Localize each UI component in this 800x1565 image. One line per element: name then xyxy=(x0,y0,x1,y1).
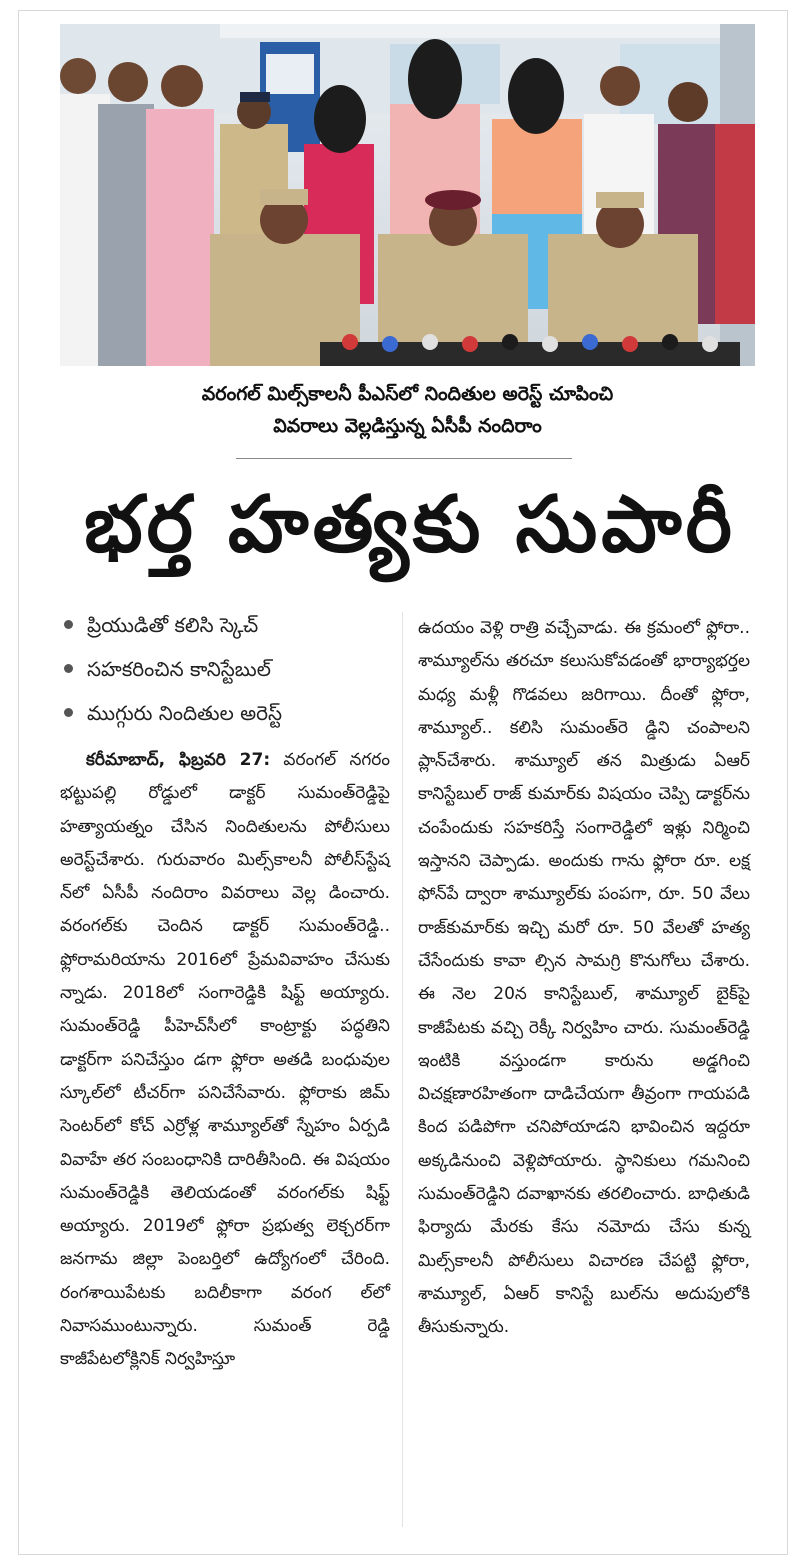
caption-divider xyxy=(236,458,572,459)
article-column-right xyxy=(418,612,750,1345)
highlight-bullets xyxy=(60,603,400,735)
bullet-dot-icon xyxy=(64,664,73,673)
police-press-meet-image xyxy=(60,24,755,366)
bullet-text: ప్రియుడితో కలిసి స్కెచ్ xyxy=(87,613,259,637)
caption-line-2: వివరాలు వెల్లడిస్తున్న ఏసీపీ నందిరాం xyxy=(273,415,542,437)
bullet-item xyxy=(60,691,400,735)
column-divider xyxy=(402,612,403,1527)
bullet-dot-icon xyxy=(64,620,73,629)
bullet-item xyxy=(60,603,400,647)
bullet-text: ముగ్గురు నిందితుల అరెస్ట్ xyxy=(87,701,283,725)
caption-line-1: వరంగల్ మిల్స్‌కాలనీ పీఎస్‌లో నిందితుల అరెస్ట్ చూపించి xyxy=(201,383,614,405)
article-body-left: వరంగల్ నగరం భట్టుపల్లి రోడ్డులో డాక్టర్ సుమంత్‌రెడ్డిపై హత్యాయత్నం చేసిన నిందితులను పోలీసులు అరెస్ట్‌చేశారు. గురువారం మిల్స్‌కాలనీ పోలీస్‌స్టేష న్‌లో ఏసీపీ నందిరాం వివరాలు వెల్ల డించారు. వరంగల్‌కు చెందిన డాక్టర్ సుమంత్‌రెడ్డి.. ఫ్లోరామరియాను 2016లో ప్రేమవివాహం చేసుకు న్నాడు. 2018లో సంగారెడ్డికి షిఫ్ట్ అయ్యారు. సుమంత్‌రెడ్డి పీహెచ్‌సీలో కాంట్రాక్టు పద్ధతిని డాక్టర్‌గా పనిచేస్తుం డగా ఫ్లోరా అతడి బంధువుల స్కూల్‌లో టీచర్‌గా పనిచేసేవారు. ఫ్లోరాకు జిమ్ సెంటర్‌లో కోచ్ ఎర్రోళ్ల శామ్యూల్‌తో స్నేహం ఏర్పడి వివాహే తర సంబంధానికి దారితీసింది. ఈ విషయం సుమంత్‌రెడ్డికి తెలియడంతో వరంగల్‌కు షిఫ్ట్ అయ్యారు. 2019లో ఫ్లోరా ప్రభుత్వ లెక్చరర్‌గా జనగామ జిల్లా పెంబర్తిలో ఉద్యోగంలో చేరింది. రంగశాయిపేటకు బదిలీకాగా వరంగ ల్‌లో నివాసముంటున్నారు. సుమంత్ రెడ్డి కాజీపేటలోక్లినిక్ నిర్వహిస్తూ xyxy=(60,750,390,1370)
dateline: కరీమాబాద్, ఫిబ్రవరి 27: xyxy=(86,750,271,770)
bullet-item xyxy=(60,647,400,691)
press-photo xyxy=(60,24,755,366)
headline: భర్త హత్యకు సుపారీ xyxy=(84,480,736,570)
article-body-right: ఉదయం వెళ్లి రాత్రి వచ్చేవాడు. ఈ క్రమంలో ఫ్లోరా.. శామ్యూల్‌ను తరచూ కలుసుకోవడంతో భార్యాభర్తల మధ్య మళ్లీ గొడవలు జరిగాయి. దీంతో ఫ్లోరా, శామ్యూల్.. కలిసి సుమంత్‌రె డ్డిని చంపాలని ప్లాన్‌చేశారు. శామ్యూల్ తన మిత్రుడు ఏఆర్ కానిస్టేబుల్ రాజ్ కుమార్‌కు విషయం చెప్పి డాక్టర్‌ను చంపేందుకు సహకరిస్తే సంగారెడ్డిలో ఇళ్లు నిర్మించి ఇస్తానని చెప్పాడు. అందుకు గాను ఫ్లోరా రూ. లక్ష ఫోన్‌పే ద్వారా శామ్యూల్‌కు పంపగా, రూ. 50 వేలు రాజ్‌కుమార్‌కు ఇచ్చి మరో రూ. 50 వేలతో హత్య చేసేందుకు కావా ల్సిన సామగ్రి కొనుగోలు చేశారు. ఈ నెల 20న కానిస్టేబుల్, శామ్యూల్ బైక్‌పై కాజీపేటకు వచ్చి రెక్కీ నిర్వహిం చారు. సుమంత్‌రెడ్డి ఇంటికి వస్తుండగా కారును అడ్డగించి విచక్షణారహితంగా దాడిచేయగా తీవ్రంగా గాయపడి కింద పడిపోగా చనిపోయాడని భావించిన ఇద్దరూ అక్కడినుంచి వెళ్లిపోయారు. స్థానికులు గమనించి సుమంత్‌రెడ్డిని దవాఖానకు తరలించారు. బాధితుడి ఫిర్యాదు మేరకు కేసు నమోదు చేసు కున్న మిల్స్‌కాలనీ పోలీసులు విచారణ చేపట్టి ఫ్లోరా, శామ్యూల్, ఏఆర్ కానిస్టే బుల్‌ను అదుపులోకి తీసుకున్నారు. xyxy=(418,618,750,1338)
article-column-left xyxy=(60,744,390,1377)
photo-caption xyxy=(60,378,755,442)
bullet-dot-icon xyxy=(64,708,73,717)
bullet-text: సహకరించిన కానిస్టేబుల్ xyxy=(87,657,271,681)
